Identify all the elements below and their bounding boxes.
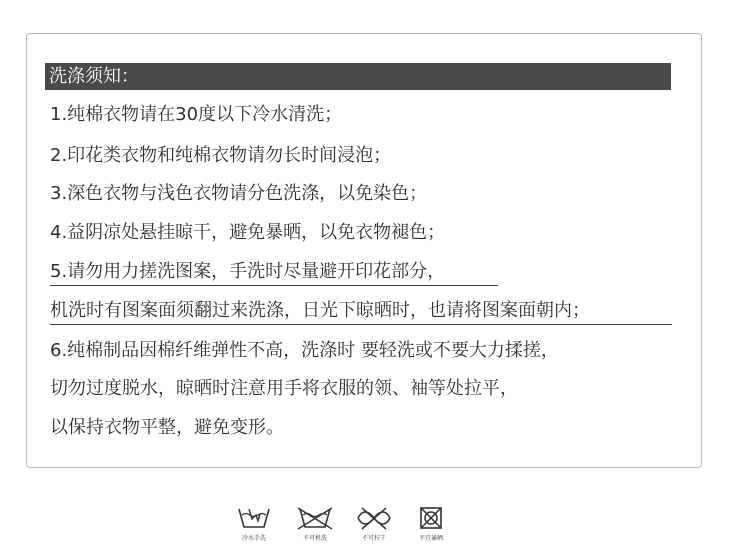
care-label-no-wring: 不可拧干 [361, 535, 386, 542]
no-sun-dry-icon [418, 505, 444, 531]
no-wring-icon [354, 505, 394, 531]
instruction-line-6: 6.纯棉制品因棉纤维弹性不高，洗涤时 要轻洗或不要大力揉搓， [50, 340, 559, 361]
instruction-line-5-cont: 机洗时有图案面须翻过来洗涤，日光下晾晒时，也请将图案面朝内； [50, 300, 590, 321]
no-machine-wash-icon [295, 505, 335, 531]
instruction-line-6-cont-2: 以保持衣物平整，避免变形。 [50, 417, 284, 438]
washing-instructions-card [26, 33, 702, 468]
care-label-no-sun-dry: 不宜暴晒 [418, 535, 443, 542]
line-5-cont-underline [50, 324, 672, 325]
instruction-line-1: 1.纯棉衣物请在30度以下冷水清洗； [50, 104, 343, 125]
care-symbols [0, 505, 730, 555]
line-5-underline [50, 285, 498, 286]
care-item-no-machine-wash [285, 505, 345, 543]
instruction-line-3: 3.深色衣物与浅色衣物请分色洗涤，以免染色； [50, 183, 428, 204]
care-item-no-sun-dry [401, 505, 461, 543]
instruction-line-5: 5.请勿用力搓洗图案，手洗时尽量避开印花部分， [50, 261, 446, 282]
instruction-line-2: 2.印花类衣物和纯棉衣物请勿长时间浸泡； [50, 145, 392, 166]
instruction-line-6-cont-1: 切勿过度脱水，晾晒时注意用手将衣服的领、袖等处拉平， [50, 378, 518, 399]
care-item-hand-wash [224, 505, 284, 543]
section-title: 洗涤须知： [45, 63, 671, 90]
care-label-hand-wash: 冷水手洗 [241, 535, 266, 542]
care-label-no-machine-wash: 不可机洗 [302, 535, 327, 542]
care-item-no-wring [344, 505, 404, 543]
instruction-line-4: 4.益阴凉处悬挂晾干，避免暴晒，以免衣物褪色； [50, 222, 446, 243]
hand-wash-icon [236, 505, 272, 531]
